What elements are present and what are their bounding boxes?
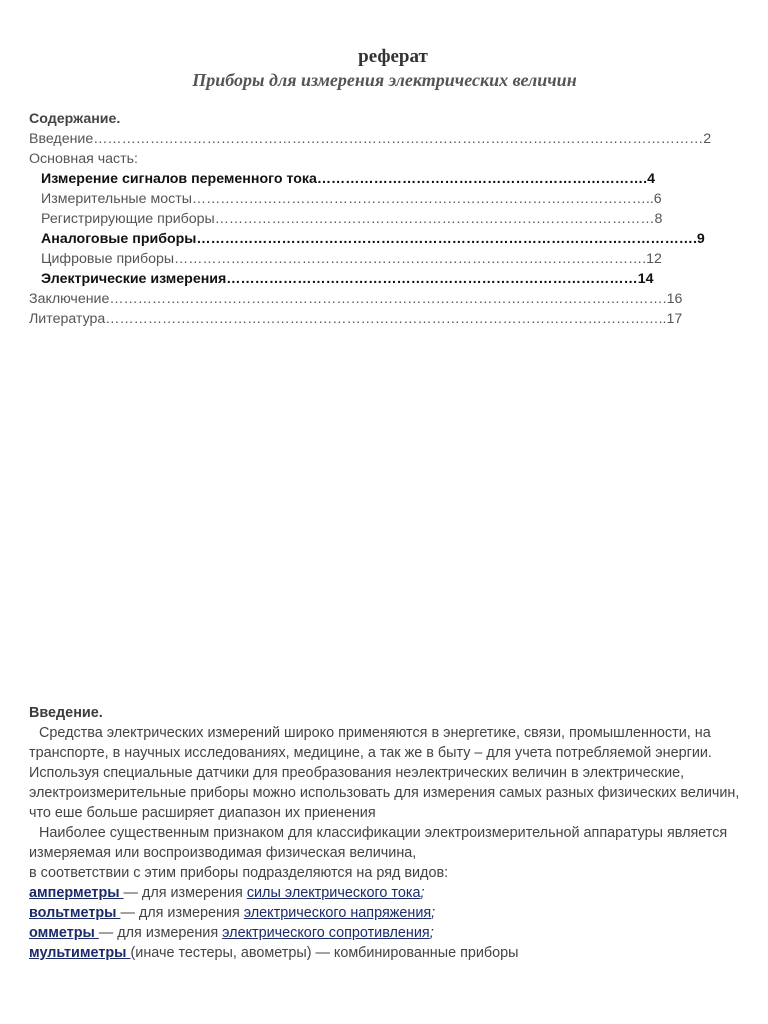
term-description: — для измерения xyxy=(98,925,223,941)
term-description: — для измерения xyxy=(120,905,244,921)
toc-item-digital-devices: Цифровые приборы……………………………………………………………………………………….12 xyxy=(41,251,662,267)
toc-item-bridges: Измерительные мосты……………………………………………………………………………………..6 xyxy=(41,191,662,207)
introduction-section xyxy=(29,703,749,963)
term-link[interactable]: амперметры xyxy=(29,885,124,901)
document-header xyxy=(0,46,768,91)
toc-item-recording-devices: Регистрирующие приборы…………………………………………………………………………………8 xyxy=(41,211,663,227)
paragraph-text: Средства электрических измерений широко применяются в энергетике, связи, промышленности, на транспорте, в научных исследованиях, медицине, а так же в быту – для учета потребляемой энергии. Используя специальные датчики для преобразования неэлектрических величин в электрические, электроизмерительные приборы можно использовать для измерения самых разных физических величин, что еше больше расширяет диапазон их приенения xyxy=(29,725,740,821)
toc-item-electrical-measurements: Электрические измерения……………………………………………………………………………14 xyxy=(41,271,654,287)
list-item-ammeters xyxy=(29,883,749,903)
term-link[interactable]: омметры xyxy=(29,925,99,941)
toc-item-ac-signals: Измерение сигналов переменного тока…………………………………………………………….4 xyxy=(41,171,656,187)
list-item-ohmmeters xyxy=(29,923,749,943)
quantity-link[interactable]: электрического сопротивления xyxy=(222,925,430,941)
toc-item-main-part: Основная часть: xyxy=(29,151,138,167)
term-description: — для измерения xyxy=(123,885,247,901)
quantity-link[interactable]: электрического напряжения xyxy=(243,905,432,921)
quantity-link[interactable]: силы электрического тока xyxy=(246,885,421,901)
table-of-contents xyxy=(29,109,712,329)
document-title: Приборы для измерения электрических величин xyxy=(192,70,577,90)
term-description: (иначе тестеры, авометры) — комбинированные приборы xyxy=(130,945,519,961)
introduction-heading: Введение. xyxy=(29,705,103,721)
types-intro: в соответствии с этим приборы подразделяются на ряд видов: xyxy=(29,865,449,881)
toc-heading: Содержание. xyxy=(29,111,121,127)
list-item-voltmeters xyxy=(29,903,749,923)
toc-item-conclusion: Заключение……………………………………………………………………………………………………….16 xyxy=(29,291,683,307)
term-link[interactable]: мультиметры xyxy=(29,945,131,961)
toc-item-introduction: Введение…………………………………………………………………………………………………………………2 xyxy=(29,131,712,147)
classification-paragraph xyxy=(29,823,749,863)
separator: ; xyxy=(420,885,425,901)
list-item-multimeters xyxy=(29,943,749,963)
toc-item-literature: Литература………………………………………………………………………………………………………..17 xyxy=(29,311,683,327)
toc-item-analog-devices: Аналоговые приборы…………………………………………………………………………………………….9 xyxy=(41,231,705,247)
introduction-paragraph xyxy=(29,723,749,823)
paragraph-text: Наиболее существенным признаком для классификации электроизмерительной аппаратуры является измеряемая или воспроизводимая физическая величина, xyxy=(29,825,728,861)
term-link[interactable]: вольтметры xyxy=(29,905,121,921)
separator: ; xyxy=(429,925,434,941)
document-type: реферат xyxy=(358,46,428,67)
separator: ; xyxy=(431,905,436,921)
